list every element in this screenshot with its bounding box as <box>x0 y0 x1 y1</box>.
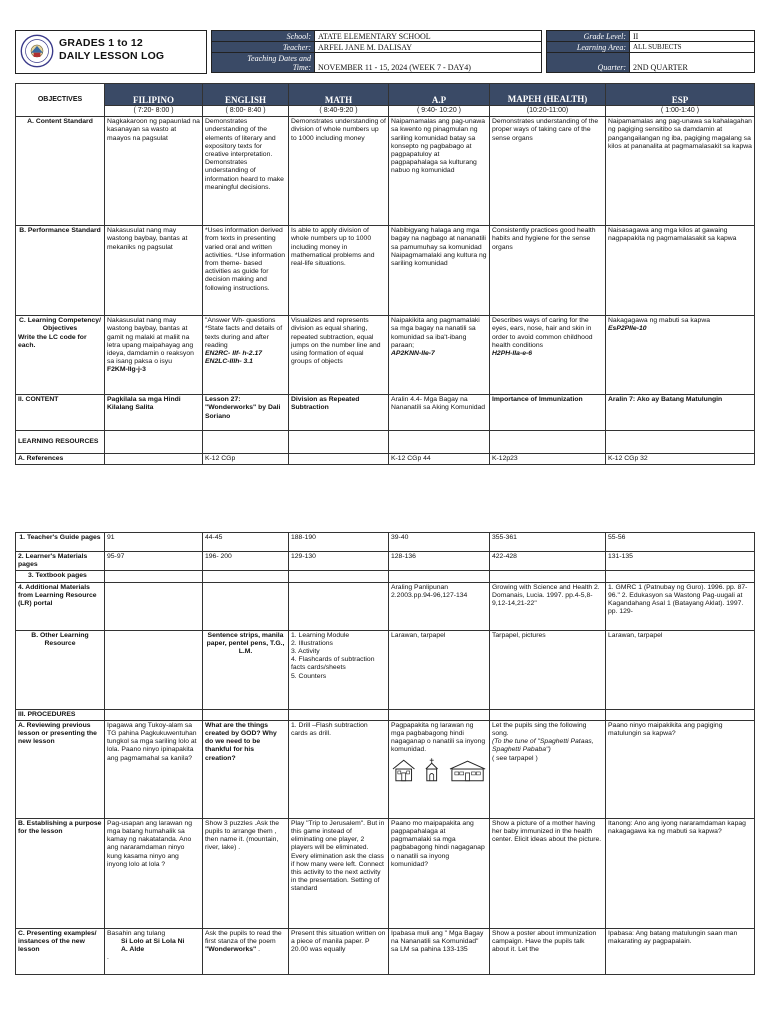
dates-label-line2: Time: <box>292 62 311 72</box>
cell-tg-mapeh: 355-361 <box>490 533 606 552</box>
cell-resources-math <box>289 431 389 454</box>
learning-area: ALL SUBJECTS <box>630 42 755 53</box>
log-title-line1: GRADES 1 to 12 <box>59 37 143 49</box>
cell-tg-esp: 55-56 <box>606 533 755 552</box>
row-label-references: A. References <box>16 454 105 465</box>
cell-performance-standard-english: *Uses information derived from texts in presenting varied oral and written activities. *Use information from theme- based activities as guide for decision making and following instructions. <box>203 226 289 316</box>
cell-reviewing-mapeh <box>490 720 606 818</box>
cell-performance-standard-mapeh: Consistently practices good health habits and hygiene for the sense organs <box>490 226 606 316</box>
school-name: ATATE ELEMENTARY SCHOOL <box>315 31 542 42</box>
row-label-performance-standard: B. Performance Standard <box>16 226 105 316</box>
time-english: ( 8:00- 8:40 ) <box>203 106 289 117</box>
row-label-learning-competency <box>16 316 105 395</box>
row-label-teachers-guide: 1. Teacher's Guide pages <box>16 533 105 552</box>
cell-additional-english <box>203 582 289 630</box>
row-label-procedures: III. PROCEDURES <box>16 709 105 720</box>
subject-header-esp: ESP <box>606 84 755 106</box>
cell-content-standard-esp: Naipamamalas ang pag-unawa sa kahalagahan ng pagiging sensitibo sa damdamin at pangangailangan ng iba, pagiging magalang sa kilos at pananalita at pagmamalasakit sa kapwa <box>606 117 755 226</box>
competency-text-ap: Naipakikita ang pagmamalaki sa mga bagay na nanatili sa komunidad sa iba't-ibang paraan; <box>391 317 480 349</box>
row-label-learning-resources: LEARNING RESOURCES <box>16 431 105 454</box>
cell-textbook-esp <box>606 571 755 582</box>
row-label-reviewing: A. Reviewing previous lesson or presenting the new lesson <box>16 720 105 818</box>
cell-establishing-mapeh: Show a picture of a mother having her baby immunized in the health center. Elicit ideas about the picture. <box>490 818 606 928</box>
cell-content-standard-mapeh: Demonstrates understanding of the proper ways of taking care of the sense organs <box>490 117 606 226</box>
subject-header-mapeh: MAPEH (HEALTH) <box>490 84 606 106</box>
competency-text-math: Visualizes and represents division as equal sharing, repeated subtraction, equal jumps on the number line and using formation of equal groups of objects <box>291 317 381 366</box>
school-label: School: <box>212 31 315 42</box>
objectives-table <box>15 83 755 465</box>
cell-presenting-english <box>203 928 289 974</box>
cell-references-filipino <box>105 454 203 465</box>
cell-reviewing-ap <box>389 720 490 818</box>
cell-tg-math: 188-190 <box>289 533 389 552</box>
lc-code-mapeh: H2PH-IIa-e-6 <box>492 350 533 358</box>
cell-competency-filipino <box>105 316 203 395</box>
resources-procedures-table <box>15 532 755 975</box>
cell-procedures-math <box>289 709 389 720</box>
lc-code-english: EN2RC- IIf- h-2.17 EN2LC-IIIh- 3.1 <box>205 350 263 366</box>
cell-lm-mapeh: 422-428 <box>490 552 606 571</box>
subject-header-english: ENGLISH <box>203 84 289 106</box>
row-label-additional-materials: 4. Additional Materials from Learning Resource (LR) portal <box>16 582 105 630</box>
cell-lm-esp: 131-135 <box>606 552 755 571</box>
row-label-other-resources: B. Other Learning Resource <box>16 630 105 709</box>
cell-competency-esp <box>606 316 755 395</box>
cell-establishing-ap: Paano mo maipapakita ang pagpapahalaga at pagmamalaki sa mga pagbabagong hindi nagaganap o nanatili sa inyong komunidad? <box>389 818 490 928</box>
cell-textbook-mapeh <box>490 571 606 582</box>
quarter: 2ND QUARTER <box>630 53 755 73</box>
cell-reviewing-filipino: Ipagawa ang Tukoy-alam sa TG pahina Pagkukuwentuhan tungkol sa mga sariling lolo at lola. Paano ninyo ipinapakita ang pagmamahal sa kanila? <box>105 720 203 818</box>
time-ap: ( 9:40- 10:20 ) <box>389 106 490 117</box>
school-info-table <box>211 30 542 73</box>
cell-content-math: Division as Repeated Subtraction <box>289 395 389 431</box>
cell-procedures-mapeh <box>490 709 606 720</box>
cell-presenting-mapeh: Show a poster about immunization campaign. Have the pupils talk about it. Let the <box>490 928 606 974</box>
cell-performance-standard-esp: Naisasagawa ang mga kilos at gawaing nagpapakita ng pagmamalasakit sa kapwa <box>606 226 755 316</box>
cell-lm-ap: 128-136 <box>389 552 490 571</box>
cell-references-mapeh: K-12p23 <box>490 454 606 465</box>
cell-tg-english: 44-45 <box>203 533 289 552</box>
cell-tg-ap: 39-40 <box>389 533 490 552</box>
cell-textbook-filipino <box>105 571 203 582</box>
reviewing-mapeh-lead: Let the pupils sing the following song. <box>492 721 587 738</box>
cell-lm-filipino: 95-97 <box>105 552 203 571</box>
dates-label <box>212 53 315 73</box>
cell-resources-ap <box>389 431 490 454</box>
lc-code-note: Write the LC code for each. <box>18 333 87 349</box>
cell-procedures-english <box>203 709 289 720</box>
time-filipino: ( 7:20- 8:00 ) <box>105 106 203 117</box>
cell-presenting-filipino <box>105 928 203 974</box>
cell-tg-filipino: 91 <box>105 533 203 552</box>
cell-establishing-english: Show 3 puzzles .Ask the pupils to arrange them , then name it. (mountain, river, lake) . <box>203 818 289 928</box>
competency-text-mapeh: Describes ways of caring for the eyes, ears, nose, hair and skin in order to avoid common childhood health conditions <box>492 317 593 349</box>
subject-header-math: MATH <box>289 84 389 106</box>
competency-text-esp: Nakagagawa ng mabuti sa kapwa <box>608 317 711 325</box>
cell-references-ap: K-12 CGp 44 <box>389 454 490 465</box>
cell-reviewing-english: What are the things created by GOD? Why do we need to be thankful for his creation? <box>203 720 289 818</box>
teacher-name: ARFEL JANE M. DALISAY <box>315 42 542 53</box>
cell-presenting-math: Present this situation written on a piece of manila paper. P 20.00 was equally <box>289 928 389 974</box>
quarter-label: Quarter: <box>547 53 630 73</box>
presenting-english-lead: Ask the pupils to read the first stanza of the poem <box>205 929 282 946</box>
cell-presenting-ap: Ipabasa muli ang " Mga Bagay na Nananatili sa Komunidad" sa LM sa pahina 133-135 <box>389 928 490 974</box>
cell-presenting-esp: Ipabasa: Ang batang matulungin saan man makarating ay pagpapalain. <box>606 928 755 974</box>
cell-content-standard-filipino: Nagkakaroon ng papaunlad na kasanayan sa wasto at maayos na pagsulat <box>105 117 203 226</box>
cell-content-standard-math: Demonstrates understanding of division of whole numbers up to 1000 including money <box>289 117 389 226</box>
seal-icon <box>20 34 54 68</box>
row-label-learners-materials: 2. Learner's Materials pages <box>16 552 105 571</box>
cell-other-esp: Larawan, tarpapel <box>606 630 755 709</box>
area-label: Learning Area: <box>547 42 630 53</box>
teaching-dates: NOVEMBER 11 - 15, 2024 (WEEK 7 - DAY4) <box>315 53 542 73</box>
cell-textbook-english <box>203 571 289 582</box>
cell-reviewing-math: 1. Drill –Flash subtraction cards as drill. <box>289 720 389 818</box>
cell-reviewing-esp: Paano ninyo maipakikita ang pagiging matulungin sa kapwa? <box>606 720 755 818</box>
cell-references-english: K-12 CGp <box>203 454 289 465</box>
cell-establishing-esp: Itanong: Ano ang iyong nararamdaman kapag nakagagawa ka ng mabuti sa kapwa? <box>606 818 755 928</box>
header-title-box <box>15 30 207 74</box>
time-mapeh: (10:20-11:00) <box>490 106 606 117</box>
cell-establishing-filipino: Pag-usapan ang larawan ng mga batang humahalik sa kamay ng nakatatanda. Ano ang nararamdaman ninyo kung kasama ninyo ang inyong lolo at lola ? <box>105 818 203 928</box>
cell-lm-math: 129-130 <box>289 552 389 571</box>
cell-other-mapeh: Tarpapel, pictures <box>490 630 606 709</box>
cell-content-english: Lesson 27: "Wonderworks" by Dali Soriano <box>203 395 289 431</box>
lc-code-esp: EsP2PIIe-10 <box>608 325 647 333</box>
cell-content-mapeh: Importance of Immunization <box>490 395 606 431</box>
grade-info-table <box>546 30 755 73</box>
lc-code-filipino: F2KM-IIg-j-3 <box>107 366 146 374</box>
cell-other-ap: Larawan, tarpapel <box>389 630 490 709</box>
cell-resources-filipino <box>105 431 203 454</box>
competency-text-filipino: Nakasusulat nang may wastong baybay, bantas at gamit ng malaki at maliit na letra upang maipahayag ang ideya, damdamin o reaksyon sa isang paksa o isyu <box>107 317 194 366</box>
presenting-english-tail: . <box>256 946 261 954</box>
row-label-presenting: C. Presenting examples/ instances of the new lesson <box>16 928 105 974</box>
cell-procedures-ap <box>389 709 490 720</box>
cell-competency-mapeh <box>490 316 606 395</box>
competency-text-english: "Answer Wh- questions *State facts and details of texts during and after reading <box>205 317 283 349</box>
presenting-filipino-tail: . <box>107 954 109 962</box>
lc-code-ap: AP2KNN-IIe-7 <box>391 350 435 358</box>
reviewing-mapeh-song: (To the tune of "Spaghetti Pataas, Spaghetti Pababa") <box>492 738 594 754</box>
log-title-line2: DAILY LESSON LOG <box>59 50 165 62</box>
row-label-establishing: B. Establishing a purpose for the lesson <box>16 818 105 928</box>
teacher-label: Teacher: <box>212 42 315 53</box>
cell-content-standard-english: Demonstrates understanding of the elements of literary and expository texts for creative interpretation. Demonstrates understanding of information heard to make meaningful decisions. <box>203 117 289 226</box>
cell-other-english: Sentence strips, manila paper, pentel pens, T.G., L.M. <box>203 630 289 709</box>
subject-header-filipino: FILIPINO <box>105 84 203 106</box>
dates-label-line1: Teaching Dates and <box>247 53 311 63</box>
cell-resources-mapeh <box>490 431 606 454</box>
cell-resources-english <box>203 431 289 454</box>
cell-establishing-math: Play "Trip to Jerusalem". But in this game instead of eliminating one player, 2 players will be eliminated. Every elimination ask the class if how many were left. Connect this activity to the next activity in the presentation. Setting of standard <box>289 818 389 928</box>
cell-references-esp: K-12 CGp 32 <box>606 454 755 465</box>
cell-additional-filipino <box>105 582 203 630</box>
cell-performance-standard-filipino: Nakasusulat nang may wastong baybay, bantas at mekaniks ng pagsulat <box>105 226 203 316</box>
row-label-textbook: 3. Textbook pages <box>16 571 105 582</box>
cell-performance-standard-ap: Nabibigyang halaga ang mga bagay na nagbago at nananatili sa pamumuhay sa komunidad Naipagmamalaki ang kultura ng sariling komunidad <box>389 226 490 316</box>
cell-additional-mapeh: Growing with Science and Health 2. Domanais, Lucia. 1997. pp.4-5,8-9,12-14,21-22" <box>490 582 606 630</box>
cell-content-esp: Aralin 7: Ako ay Batang Matulungin <box>606 395 755 431</box>
cell-content-ap: Aralin 4.4- Mga Bagay na Nananatili sa Aking Komunidad <box>389 395 490 431</box>
cell-textbook-ap <box>389 571 490 582</box>
poem-title-english: "Wonderworks" <box>205 946 257 954</box>
cell-competency-ap <box>389 316 490 395</box>
cell-lm-english: 196- 200 <box>203 552 289 571</box>
cell-references-math <box>289 454 389 465</box>
row-label-content-standard: A. Content Standard <box>16 117 105 226</box>
church-icon <box>419 757 444 783</box>
cell-additional-math <box>289 582 389 630</box>
reviewing-mapeh-tail: ( see tarpapel ) <box>492 754 538 762</box>
reviewing-ap-text: Pagpapakita ng larawan ng mga pagbabagong hindi nagaganap o nanatili sa inyong komunidad. <box>391 721 486 754</box>
grade-level: II <box>630 31 755 42</box>
house-icon <box>391 757 416 783</box>
cell-textbook-math <box>289 571 389 582</box>
cell-competency-math <box>289 316 389 395</box>
cell-other-math: 1. Learning Module 2. Illustrations 3. Activity 4. Flashcards of subtraction facts cards/sheets 5. Counters <box>289 630 389 709</box>
cell-resources-esp <box>606 431 755 454</box>
objectives-header: OBJECTIVES <box>16 84 105 117</box>
cell-performance-standard-math: Is able to apply division of whole numbers up to 1000 including money in mathematical problems and real-life situations. <box>289 226 389 316</box>
poem-title-filipino: Si Lolo at Si Lola Ni A. Alde <box>121 938 185 954</box>
school-icon <box>448 757 487 783</box>
cell-additional-esp: 1. GMRC 1 (Patnubay ng Guro). 1996. pp. 87-96." 2. Edukasyon sa Wastong Pag-uugali at Kagandahang Asal 1 (Batayang Aklat). 1997. pp. 129- <box>606 582 755 630</box>
presenting-filipino-lead: Basahin ang tulang <box>107 929 166 937</box>
subject-header-ap: A.P <box>389 84 490 106</box>
learning-competency-label: C. Learning Competency/ Objectives <box>19 317 101 333</box>
cell-competency-english <box>203 316 289 395</box>
cell-procedures-filipino <box>105 709 203 720</box>
row-label-content: II. CONTENT <box>16 395 105 431</box>
time-esp: ( 1:00-1:40 ) <box>606 106 755 117</box>
cell-content-filipino: Pagkilala sa mga Hindi Kilalang Salita <box>105 395 203 431</box>
cell-additional-ap: Araling Panlipunan 2.2003.pp.94-96,127-134 <box>389 582 490 630</box>
cell-procedures-esp <box>606 709 755 720</box>
grade-label: Grade Level: <box>547 31 630 42</box>
cell-other-filipino <box>105 630 203 709</box>
cell-content-standard-ap: Naipamamalas ang pag-unawa sa kwento ng pinagmulan ng sariling komunidad batay sa konsepto ng pagbabago at pagpapatuloy at pagpapahalaga sa kulturang nabuo ng komunidad <box>389 117 490 226</box>
time-math: ( 8:40-9:20 ) <box>289 106 389 117</box>
